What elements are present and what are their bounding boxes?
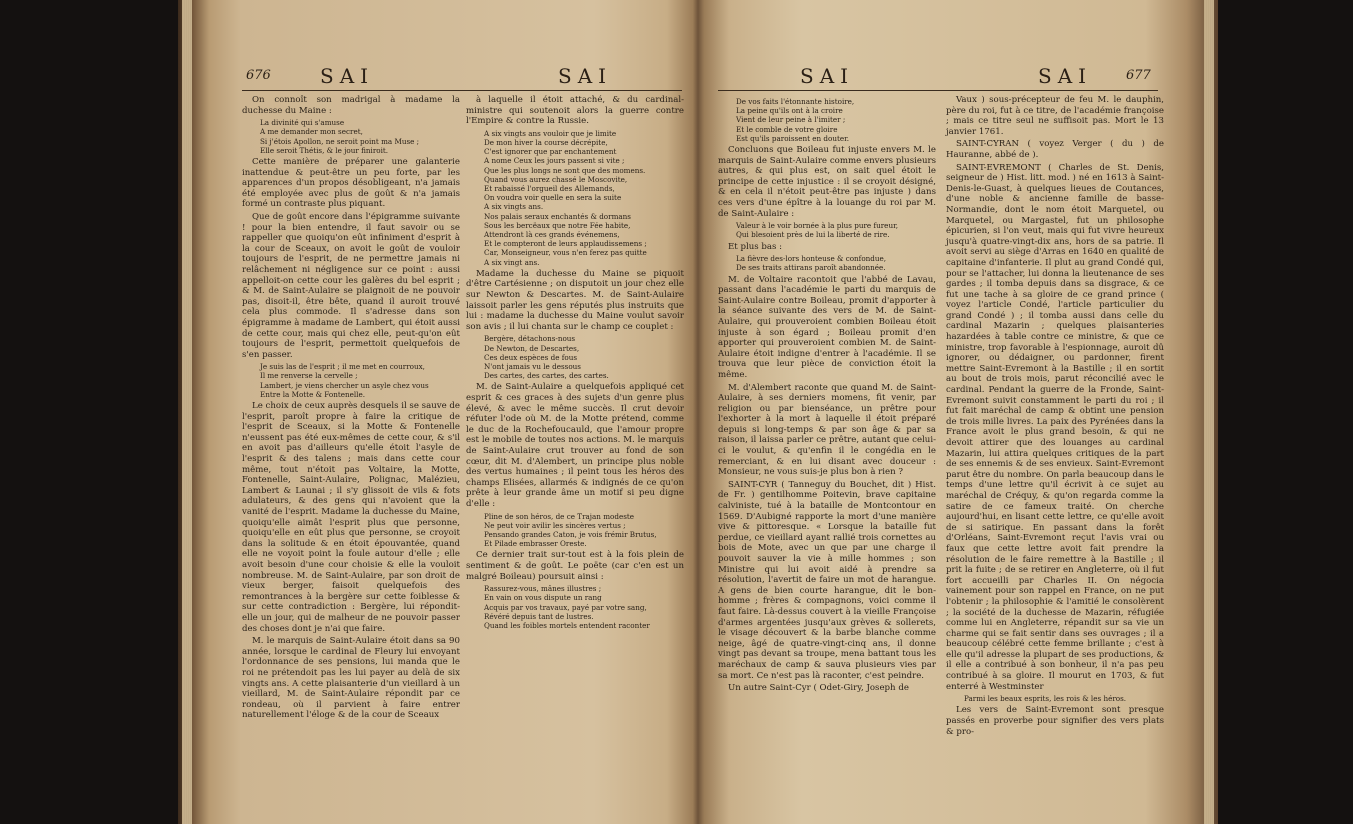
verse-line: Ces deux espèces de fous <box>484 352 578 362</box>
verse-line: Et Pilade embrasser Oreste. <box>484 539 587 549</box>
paragraph: Les vers de Saint-Evremont sont presque passés en proverbe pour signifier des vers plats & pro- <box>946 705 1164 737</box>
verse <box>466 334 684 380</box>
verse-line: Vient de leur peine à l'imiter ; <box>736 115 846 125</box>
open-book <box>178 0 1218 824</box>
paragraph: M. d'Alembert raconte que quand M. de Saint-Aulaire, à ses derniers momens, fit venir, par religion ou par bienséance, un prêtre pour l'exhorter à la mort à laquelle il étoit préparé depuis si long-temps & par son âge & par sa raison, il laissa parler ce prêtre, autant que celui-ci le voulut, & qu'enfin il le congédia en le remerciant, & en lui disant avec douceur : Monsieur, ne vous suis-je plus bon à rien ? <box>718 382 936 478</box>
paragraph: On connoît son madrigal à madame la duchesse du Maine : <box>242 95 460 116</box>
paragraph: à laquelle il étoit attaché, & du cardinal-ministre qui soutenoit alors la guerre contre l'Empire & contre la Russie. <box>466 95 684 127</box>
verse <box>466 584 684 630</box>
verse-line: Sous les bercëaux que notre Fée habite, <box>484 220 631 230</box>
verse-line: Que les plus longs ne sont que des momens. <box>484 165 646 175</box>
paragraph: Cette manière de préparer une galanterie inattendue & peut-être un peu forte, par les apparences d'un propos désobligeant, n'a jamais été employée avec plus de goût & n'a jamais formé un contraste plus piquant. <box>242 157 460 210</box>
verse-line: Et le compteront de leurs applaudissemens ; <box>484 239 647 249</box>
right-page <box>708 0 1168 824</box>
verse-line: Si j'étois Apollon, ne seroit point ma Muse ; <box>260 136 420 146</box>
verse-line: Je suis las de l'esprit ; il me met en courroux, <box>260 362 425 372</box>
verse <box>718 221 936 239</box>
verse-line: On voudra voir quelle en sera la suite <box>484 193 622 203</box>
entry-saint-evremont: SAINT-EVREMONT ( Charles de St. Denis, seigneur de ) Hist. litt. mod. ) né en 1613 à Saint-Denis-le-Guast, à quelques lieues de Coutances, d'une noble & ancienne famille de basse-Normandie, dont le nom étoit Marquetel, ou Marquetel, ou Margastel, fut un philosophe épicurien, si l'on veut, mais qui fut vivre heureux jusqu'à quatre-vingt-dix ans, hors de sa patrie. Il avoit servi au siège d'Arras en 1640 en qualité de capitaine d'infanterie. Il plut au grand Condé qui, pour se l'attacher, lui donna la lieutenance de ses gardes ; il tomba depuis dans sa disgrace, & ce fut une tache à sa gloire de ce grand prince ( voyez l'article Condé, l'article particulier du grand Condé ) ; il tomba aussi dans celle du cardinal Mazarin ; quelques plaisanteries hazardées à table contre ce ministre, & que ce ministre, trop favorable à l'espionnage, auroit dû ignorer, ou dédaigner, ou pardonner, firent mettre Saint-Evremont à la Bastille ; il en sortit au bout de trois mois, parut réconcilié avec le cardinal. Pendant la guerre de la Fronde, Saint-Evremont suivit constamment le parti du roi ; il fut fait maréchal de camp & obtint une pension de trois mille livres. La paix des Pyrénées dans la France avoit le plus grand besoin, & qui ne devoit attirer que des louanges au cardinal Mazarin, lui attira quelques critiques de la part de ses ennemis & de ses envieux. Saint-Evremont parut être du nombre. On parla beaucoup dans le temps d'une lettre qu'il écrivit à ce sujet au maréchal de Créquy, & qu'on regarda comme la satire de ce fameux traité. On cherche aujourd'hui, en lisant cette lettre, ce qu'elle avoit de si satirique. En passant dans la forêt d'Orléans, Saint-Evremont reçut l'avis vrai ou faux que cette lettre avoit fait prendre la résolution de le faire remettre à la Bastille ; il prit la fuite ; de se retirer en Angleterre, où il fut fort accueilli par Charles II. On négocia vainement pour son rappel en France, on ne put l'obtenir ; la philosophie & l'amitié le consolèrent ; la société de la duchesse de Mazarin, réfugiée comme lui en Angleterre, répandit sur sa vie un charme qui se fait sentir dans ses ouvrages ; il a beaucoup célébré cette femme brillante ; c'est à elle qu'il adresse la plupart de ses productions, & il elle a contribué à son bonheur, il n'a pas peu contribué à sa gloire. Il mourut en 1703, & fut enterré à Westminster <box>946 162 1164 692</box>
verse <box>242 118 460 155</box>
verse-line: Pensando grandes Caton, je vois frémir Brutus, <box>484 529 657 539</box>
verse-line: Bergère, détachons-nous <box>484 334 576 344</box>
paragraph: Et plus bas : <box>728 241 783 252</box>
verse-line: Révéré depuis tant de lustres. <box>484 611 594 621</box>
verse-line: Des cartes, des cartes, des cartes. <box>484 371 609 381</box>
verse-line: En vain on vous dispute un rang <box>484 593 602 603</box>
paragraph: Un autre Saint-Cyr ( Odet-Giry, Joseph de <box>728 683 909 694</box>
paragraph: Ce dernier trait sur-tout est à la fois plein de sentiment & de goût. Le poëte (car c'en est un malgré Boileau) poursuit ainsi : <box>466 550 684 582</box>
page-edges-left <box>182 0 192 824</box>
right-column-2 <box>946 95 1164 739</box>
paragraph: Vaux ) sous-précepteur de feu M. le dauphin, père du roi, fut à ce titre, de l'académie françoise ; mais ce titre seul ne suffisoit pas. Mort le 13 janvier 1761. <box>946 95 1164 137</box>
entry-saint-cyran: SAINT-CYRAN ( voyez Verger ( du ) de Hauranne, abbé de ). <box>946 139 1164 160</box>
running-head-right: SAI <box>800 64 855 88</box>
verse-line: Entre la Motte & Fontenelle. <box>260 389 366 399</box>
verse <box>718 97 936 143</box>
verse-line: A six vingt ans. <box>484 257 540 267</box>
verse-line: Acquis par vos travaux, payé par votre sang, <box>484 602 647 612</box>
verse-line: N'ont jamais vu le dessous <box>484 362 581 371</box>
verse <box>718 254 936 272</box>
left-column-2 <box>466 95 684 632</box>
verse-line: A me demander mon secret, <box>260 127 363 137</box>
running-head-right-2: SAI <box>1038 64 1093 88</box>
verse-line: Nos palais seraux enchantés & dormans <box>484 211 631 221</box>
verse-line: De Newton, de Descartes, <box>484 343 580 353</box>
paragraph: M. de Saint-Aulaire a quelquefois appliqué cet esprit & ces graces à des sujets d'un genre plus élevé, & avec le même succès. Il crut devoir réfuter l'ode où M. de la Motte prétend, comme le duc de la Rochefoucauld, que l'amour propre est le mobile de toutes nos actions. M. le marquis de Saint-Aulaire crut trouver au fond de son cœur, dit M. d'Alembert, un principe plus noble des vertus humaines ; il peint tous les héros des champs Elisées, allarmés & indignés de ce qu'on prête à leur grande âme un motif si peu digne d'elle : <box>466 382 684 509</box>
page-number-right: 677 <box>1126 68 1151 83</box>
running-head-left: SAI <box>320 64 375 88</box>
verse-line: Parmi les beaux esprits, les rois & les héros. <box>964 694 1127 704</box>
paragraph: M. de Voltaire racontoit que l'abbé de Lavau, passant dans l'académie le parti du marquis de Saint-Aulaire contre Boileau, promit d'apporter à la séance suivante des vers de M. de Saint-Aulaire, qui prouveroient combien Boileau étoit injuste à son égard ; Boileau promit d'en apporter qui prouveroient combien M. de Saint-Aulaire étoit indigne d'entrer à l'académie. Il se trouva que leur pièce de conviction étoit la même. <box>718 274 936 380</box>
paragraph: Que de goût encore dans l'épigramme suivante ! pour la bien entendre, il faut savoir ou se rappeller que quoiqu'on eût infiniment d'esprit à la cour de Sceaux, on avoit le goût de vouloir toujours de l'esprit, de ne permettre jamais ni relâchement ni négligence sur ce point : aussi appelloit-on cette cour les galères du bel esprit ; & M. de Saint-Aulaire se plaignoit de ne pouvoir pas, disoit-il, être bête, quand il auroit trouvé cela plus commode. Il s'adresse dans son épigramme à madame de Lambert, qui étoit aussi de cette cour, mais qui chez elle, peut-qu'on eût toujours de l'esprit, permettoit quelquefois de s'en passer. <box>242 211 460 360</box>
verse-line: Quand vous aurez chassé le Moscovite, <box>484 174 628 184</box>
verse-line: C'est ignorer que par enchantement <box>484 147 617 157</box>
running-head-left-2: SAI <box>558 64 613 88</box>
right-column-1 <box>718 95 936 696</box>
page-number-left: 676 <box>246 68 271 83</box>
verse-line: Qui blesoient près de lui la liberté de rire. <box>736 230 890 240</box>
verse <box>242 362 460 399</box>
header-rule-right <box>718 90 1158 91</box>
verse-line: Ne peut voir avilir les sincères vertus ; <box>484 520 626 530</box>
verse-line: Est qu'ils paroissent en douter. <box>736 133 850 143</box>
verse <box>946 694 1164 703</box>
paragraph: Le choix de ceux auprès desquels il se sauve de l'esprit, paroît propre à faire la critique de l'esprit de Sceaux, si la Motte & Fontenelle n'eussent pas été eux-mêmes de cette cour, & s'il en avoit pas d'ailleurs qu'elle étoit l'asyle de l'esprit & des talens ; mais dans cette cour même, tout n'étoit pas Voltaire, la Motte, Fontenelle, Saint-Aulaire, Polignac, Malézieu, Lambert & Launai ; il s'y glissoit de vils & fots adulateurs, & des gens qui n'avoient que la vanité de l'esprit. Madame la duchesse du Maine, quoiqu'elle aimât l'esprit plus que personne, quoiqu'elle en eût plus que personne, se croyoit dans la solitude & en étoit épouvantée, quand elle ne voyoit point la foule autour d'elle ; elle avoit besoin d'une cour choisie & elle la vouloit nombreuse. M. de Saint-Aulaire, par son droit de vieux berger, faisoit quelquefois des remontrances à la bergère sur cette foiblesse & sur cette contradiction : Bergère, lui répondit-elle un jour, qui de malheur de ne pouvoir passer des choses dont je n'ai que faire. <box>242 401 460 634</box>
verse-line: Valeur à le voir bornée à la plus pure fureur, <box>736 221 898 231</box>
paragraph: Concluons que Boileau fut injuste envers M. le marquis de Saint-Aulaire comme envers plusieurs autres, & qui plus est, on sait quel étoit le principe de cette injustice : il se croyoit désigné, & en cela il n'étoit peut-être pas injuste ) dans ces vers d'une épître à la louange du roi par M. de Saint-Aulaire : <box>718 145 936 219</box>
verse-line: A six vingts ans vouloir que je limite <box>484 128 617 138</box>
left-page <box>228 0 698 824</box>
verse-line: Quand les foibles mortels entendent raconter <box>484 620 650 630</box>
verse-line: De vos faits l'étonnante histoire, <box>736 97 855 106</box>
entry-saint-cyr: SAINT-CYR ( Tanneguy du Bouchet, dit ) Hist. de Fr. ) gentilhomme Poitevin, brave capitaine calviniste, tué à la bataille de Montcontour en 1569. D'Aubigné rapporte la mort d'une manière vive & pittoresque. « Lorsque la bataille fut perdue, ce vieillard ayant rallié trois cornettes au bois de Mote, avec un que par une charge il pouvoit sauver la vie à mille hommes ; son Ministre qui lui avoit aidé à prendre sa résolution, l'avertit de faire un mot de harangue. A gens de bien courte harangue, dit le bon-homme ; frères & compagnons, voici comme il faut faire. Là-dessus couvert à la vieille Françoise d'armes argentées jusqu'aux grèves & sollerets, le visage découvert & la barbe blanche comme neige, âgé de quatre-vingt-cinq ans, il donne vingt pas devant sa troupe, mena battant tous les maréchaux de camp & sauva plusieurs vies par sa mort. Ce n'est pas là raconter, c'est peindre. <box>718 479 936 681</box>
verse-line: Attendront là ces grands événemens, <box>484 230 620 240</box>
page-edges-right <box>1204 0 1214 824</box>
verse-line: Et le comble de votre gloire <box>736 124 838 134</box>
verse-line: Rassurez-vous, mânes illustres ; <box>484 584 602 594</box>
verse-line: Et rabaissé l'orgueil des Allemands, <box>484 184 615 193</box>
verse-line: Lambert, je viens chercher un asyle chez vous <box>260 380 429 390</box>
verse <box>466 512 684 549</box>
left-column-1 <box>242 95 460 723</box>
verse-line: A six vingts ans. <box>484 202 544 212</box>
verse-line: Il me renverse la cervelle ; <box>260 371 358 381</box>
verse-line: A nome Ceux les jours passent si vite ; <box>484 156 625 166</box>
verse <box>466 129 684 267</box>
verse-line: La fièvre des-lors honteuse & confondue, <box>736 254 887 264</box>
verse-line: La peine qu'ils ont à la croire <box>736 106 843 116</box>
verse-line: Pline de son héros, de ce Trajan modeste <box>484 511 635 521</box>
verse-line: Car, Monseigneur, vous n'en ferez pas quitte <box>484 248 647 258</box>
verse-line: De mon hiver la course décrépite, <box>484 137 608 147</box>
verse-line: De ses traits attirans paroît abandonnée. <box>736 263 886 273</box>
verse-line: La divinité qui s'amuse <box>260 118 345 128</box>
paragraph: M. le marquis de Saint-Aulaire étoit dans sa 90 année, lorsque le cardinal de Fleury lui envoyant l'ordonnance de ses pensions, lui manda que le roi ne prétendoit pas les lui payer au delà de six vingts ans. A cette plaisanterie d'un vieillard à un vieillard, M. de Saint-Aulaire répondit par ce rondeau, où il parvient à faire entrer naturellement l'éloge & de la cour de Sceaux <box>242 636 460 721</box>
verse-line: Elle seroit Thétis, & le jour finiroit. <box>260 145 389 155</box>
header-rule-left <box>242 90 682 91</box>
paragraph: Madame la duchesse du Maine se piquoit d'être Cartésienne ; on disputoit un jour chez elle sur Newton & Descartes. M. de Saint-Aulaire laissoit parler les gens réputés plus instruits que lui : madame la duchesse du Maine voulut savoir son avis ; il lui chanta sur le champ ce couplet : <box>466 268 684 332</box>
